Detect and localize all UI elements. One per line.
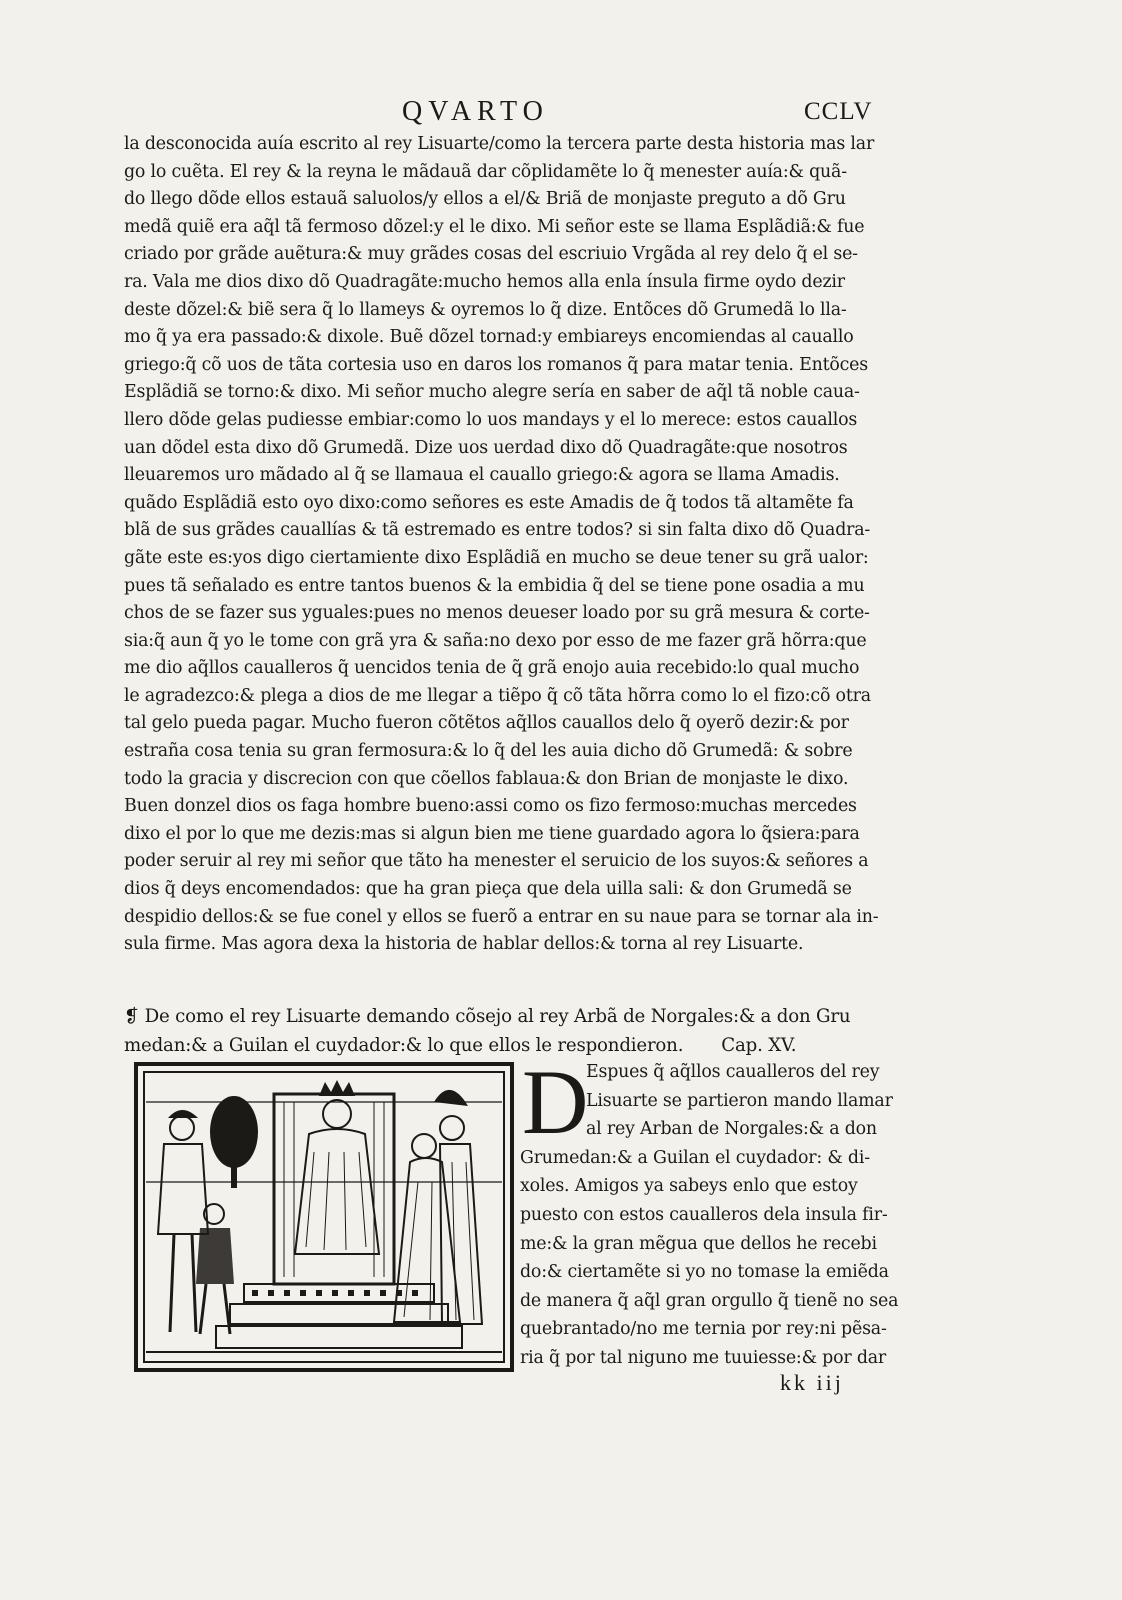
signature-mark: kk iij xyxy=(780,1370,844,1395)
chapter-heading-line xyxy=(124,1031,914,1060)
column-text-line: quebrantado/no me ternia por rey:ni pẽsa- xyxy=(520,1319,887,1340)
text-line: sula firme. Mas agora dexa la historia de hablar dellos:& torna al rey Lisuarte. xyxy=(124,934,804,955)
text-line: go lo cuẽta. El rey & la reyna le mãdauã dar cõplidamẽte lo q̃ menester auía:& quã- xyxy=(124,161,847,182)
text-line: medã quiẽ era aq̃l tã fermoso dõzel:y el le dixo. Mi señor este se llama Esplãdiã:& fue xyxy=(124,216,865,237)
drop-cap: D xyxy=(522,1051,589,1153)
column-text-line: do:& ciertamẽte si yo no tomase la emiẽda xyxy=(520,1262,889,1283)
text-line: blã de sus grãdes cauallías & tã estremado es entre todos? si sin falta dixo dõ Quadra- xyxy=(124,520,871,541)
column-text-line: me:& la gran mẽgua que dellos he recebi xyxy=(520,1233,877,1254)
text-line: pues tã señalado es entre tantos buenos & la embidia q̃ del se tiene pone osadia a mu xyxy=(124,575,865,596)
text-line: gãte este es:yos digo ciertamiente dixo Esplãdiã en mucho se deue tener su grã ualor: xyxy=(124,547,869,568)
text-line: mo q̃ ya era passado:& dixole. Buẽ dõzel tornad:y embiareys encomiendas al cauallo xyxy=(124,327,854,348)
text-line: do llego dõde ellos estauã saluolos/y ellos a el/& Briã de monjaste preguto a dõ Gru xyxy=(124,189,846,210)
text-line: Buen donzel dios os faga hombre bueno:assi como os fizo fermoso:muchas mercedes xyxy=(124,796,857,817)
text-line: uan dõdel esta dixo dõ Grumedã. Dize uos uerdad dixo dõ Quadragãte:que nosotros xyxy=(124,437,848,458)
folio-number: CCLV xyxy=(804,98,873,125)
main-text-block xyxy=(124,131,914,959)
chapter-number: Cap. XV. xyxy=(721,1035,797,1056)
text-line: dixo el por lo que me dezis:mas si algun bien me tiene guardado agora lo q̃siera:para xyxy=(124,823,860,844)
column-text-line: xoles. Amigos ya sabeys enlo que estoy xyxy=(520,1176,858,1197)
column-text-line: Grumedan:& a Guilan el cuydador: & di- xyxy=(520,1147,870,1168)
running-head: QVARTO xyxy=(402,96,549,127)
text-line: ra. Vala me dios dixo dõ Quadragãte:mucho hemos alla enla ínsula firme oydo dezir xyxy=(124,271,845,292)
text-line: Esplãdiã se torno:& dixo. Mi señor mucho alegre sería en saber de aq̃l tã noble caua- xyxy=(124,382,860,403)
woodcut-image xyxy=(134,1062,514,1372)
column-text-block xyxy=(520,1051,920,1373)
chapter-heading-text: medan:& a Guilan el cuydador:& lo que ellos le respondieron. xyxy=(124,1035,684,1056)
text-line: dios q̃ deys encomendados: que ha gran pieça que dela uilla sali: & don Grumedã se xyxy=(124,879,852,900)
text-line: lleuaremos uro mãdado al q̃ se llamaua el cauallo griego:& agora se llama Amadis. xyxy=(124,465,840,486)
column-text-line: Lisuarte se partieron mando llamar xyxy=(586,1090,893,1111)
column-text-line: Espues q̃ aq̃llos caualleros del rey xyxy=(586,1062,880,1082)
text-line: le agradezco:& plega a dios de me llegar a tiẽpo q̃ cõ tãta hõrra como lo el fizo:cõ otra xyxy=(124,685,871,706)
text-line: tal gelo pueda pagar. Mucho fueron cõtẽtos aq̃llos cauallos delo q̃ oyerõ dezir:& por xyxy=(124,713,849,734)
text-line: sia:q̃ aun q̃ yo le tome con grã yra & saña:no dexo por esso de me fazer grã hõrra:que xyxy=(124,630,867,651)
text-line: la desconocida auía escrito al rey Lisuarte/como la tercera parte desta historia mas lar xyxy=(124,134,875,154)
text-line: deste dõzel:& biẽ sera q̃ lo llameys & oyremos lo q̃ dize. Entõces dõ Grumedã lo lla- xyxy=(124,299,847,320)
text-line: todo la gracia y discrecion con que cõellos fablaua:& don Brian de monjaste le dixo. xyxy=(124,768,849,789)
text-line: chos de se fazer sus yguales:pues no menos deueser loado por su grã mesura & corte- xyxy=(124,603,870,624)
column-text-line: al rey Arban de Norgales:& a don xyxy=(586,1119,877,1140)
column-text-line: ria q̃ por tal niguno me tuuiesse:& por dar xyxy=(520,1347,887,1368)
chapter-heading-line: ❡ De como el rey Lisuarte demando cõsejo al rey Arbã de Norgales:& a don Gru xyxy=(124,1006,851,1027)
text-line: criado por grãde auẽtura:& muy grãdes cosas del escriuio Vrgãda al rey delo q̃ el se- xyxy=(124,244,858,265)
text-line: quãdo Esplãdiã esto oyo dixo:como señores es este Amadis de q̃ todos tã altamẽte fa xyxy=(124,492,854,513)
text-line: griego:q̃ cõ uos de tãta cortesia uso en daros los romanos q̃ para matar tenia. Entõces xyxy=(124,354,868,375)
text-line: poder seruir al rey mi señor que tãto ha menester el seruicio de los suyos:& señores a xyxy=(124,851,869,872)
text-line: me dio aq̃llos caualleros q̃ uencidos tenia de q̃ grã enojo auia recebido:lo qual mucho xyxy=(124,658,860,679)
column-text-line: puesto con estos caualleros dela insula fir- xyxy=(520,1204,888,1225)
page-header xyxy=(0,96,1122,132)
woodcut-illustration xyxy=(134,1062,514,1372)
text-line: llero dõde gelas pudiesse embiar:como lo uos mandays y el lo merece: estos cauallos xyxy=(124,409,858,430)
text-line: estraña cosa tenia su gran fermosura:& lo q̃ del les auia dicho dõ Grumedã: & sobre xyxy=(124,741,853,762)
text-line: despidio dellos:& se fue conel y ellos se fuerõ a entrar en su naue para se tornar ala in- xyxy=(124,906,879,927)
column-text-line: de manera q̃ aq̃l gran orgullo q̃ tienẽ no sea xyxy=(520,1290,899,1311)
chapter-heading xyxy=(124,1002,914,1060)
